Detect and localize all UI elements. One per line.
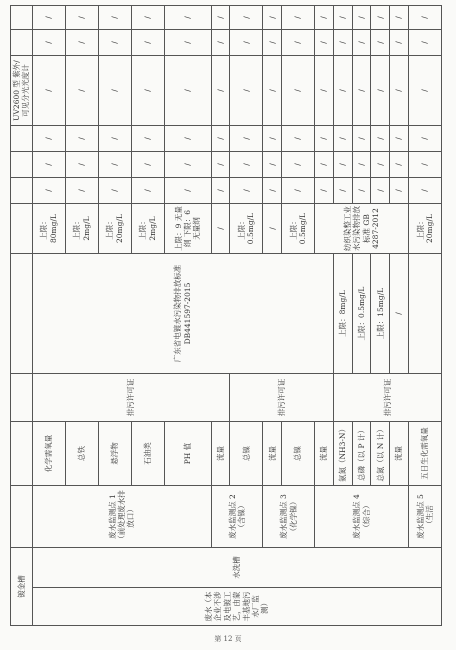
pollutant: 化学需氧量 <box>32 422 65 486</box>
table-row: 废水监测点 4（综合） 流量 纺织染整工业水污染物排放标准 GB 4287-2012 / / / / / / <box>315 6 334 626</box>
monitor-point: 废水监测点 2（含镍） <box>211 486 263 548</box>
header-title: 镀金槽 <box>11 548 33 626</box>
table-row: 废水监测点 5（生活 五日生化需氧量 上限：20mg/L / / / / / / <box>408 6 441 626</box>
table-container <box>10 6 442 626</box>
pollutant: 总镍 <box>230 422 263 486</box>
pollutant: 总铁 <box>65 422 98 486</box>
limit: 上限：8mg/L <box>333 254 352 374</box>
table-row: 悬浮物 上限：20mg/L / / / / / / <box>98 6 131 626</box>
table-row: 废水监测点 2（含镍） 流量 / / / / / / / <box>211 6 230 626</box>
table-row: 总氮（以 N 计） 上限：15mg/L / / / / / / <box>371 6 390 626</box>
table-row: 废水监测点 3（化学镍） 流量 / / / / / / / <box>263 6 282 626</box>
limit: / <box>315 178 334 204</box>
standard-cell: 广东省电镀水污染物排放标准 DB441597-2015 <box>32 254 333 374</box>
table-row: 废水（本企业不涉及电镀工艺，由蒙丰基地污水厂监测） 水洗槽 废水监测点 1（前处理废水排放口） 化学需氧量 排污许可证 广东省电镀水污染物排放标准 DB441597-2015 上限：80mg/L / / / / / / <box>32 6 65 626</box>
limit: 上限：20mg/L <box>408 204 441 254</box>
table-row: PH 值 上限：9 无量纲 下限：6 无量纲 / / / / / / <box>164 6 211 626</box>
pollutant: 五日生化需氧量 <box>408 422 441 486</box>
pollutant: 总磷（以 P 计） <box>352 422 371 486</box>
monitor-point: 废水监测点 1（前处理废水排放口） <box>32 486 211 548</box>
monitoring-table <box>10 5 442 626</box>
instrument-cell: UV2600 型 紫外/可见分光光度计 <box>11 56 33 126</box>
limit: 上限：0.5mg/L <box>282 204 315 254</box>
pollutant: 总镍 <box>282 422 315 486</box>
limit: 上限：0.5mg/L <box>352 254 371 374</box>
permit-cell: 排污许可证 <box>32 374 230 422</box>
pollutant: 流量 <box>263 422 282 486</box>
pollutant: PH 值 <box>164 422 211 486</box>
limit: / <box>263 204 282 254</box>
table-row: 总铁 上限：2mg/L / / / / / / <box>65 6 98 626</box>
table-row: 流量 / / / / / / / <box>390 6 409 626</box>
header-row <box>11 6 33 626</box>
pollutant: 流量 <box>211 422 230 486</box>
limit: 上限：2mg/L <box>131 204 164 254</box>
limit: 上限：80mg/L <box>32 204 65 254</box>
limit: / <box>390 254 409 374</box>
limit: 上限：20mg/L <box>98 204 131 254</box>
workshop-cell: 水洗槽 <box>32 548 441 588</box>
monitor-point: 废水监测点 3（化学镍） <box>263 486 315 548</box>
monitor-point: 废水监测点 5（生活 <box>408 486 441 548</box>
monitor-point: 废水监测点 4（综合） <box>315 486 409 548</box>
table-row: 总镍 排污许可证 上限：0.5mg/L / / / / / / <box>230 6 263 626</box>
page-number: 第 12 页 <box>214 635 242 643</box>
pollutant: 总氮（以 N 计） <box>371 422 390 486</box>
standard-cell: 纺织染整工业水污染物排放标准 GB 4287-2012 <box>315 204 409 254</box>
pollutant: 流量 <box>390 422 409 486</box>
pollutant: 石油类 <box>131 422 164 486</box>
limit: 上限：9 无量纲 下限：6 无量纲 <box>164 204 211 254</box>
category-cell: 废水（本企业不涉及电镀工艺，由蒙丰基地污水厂监测） <box>32 588 441 626</box>
permit-cell: 排污许可证 <box>230 374 333 422</box>
limit: / <box>211 204 230 254</box>
table-row: 石油类 上限：2mg/L / / / / / / <box>131 6 164 626</box>
pollutant: 氨氮（NH3-N） <box>333 422 352 486</box>
pollutant: 悬浮物 <box>98 422 131 486</box>
permit-cell: 排污许可证 <box>333 374 441 422</box>
limit: 上限：0.5mg/L <box>230 204 263 254</box>
table-row: 氨氮（NH3-N） 排污许可证 上限：8mg/L / / / / / / <box>333 6 352 626</box>
limit: 上限：15mg/L <box>371 254 390 374</box>
pollutant: 流量 <box>315 422 334 486</box>
table-row: 总磷（以 P 计） 上限：0.5mg/L / / / / / / <box>352 6 371 626</box>
limit: 上限：2mg/L <box>65 204 98 254</box>
table-row: 总镍 上限：0.5mg/L / / / / / / <box>282 6 315 626</box>
rotated-table <box>10 6 442 626</box>
